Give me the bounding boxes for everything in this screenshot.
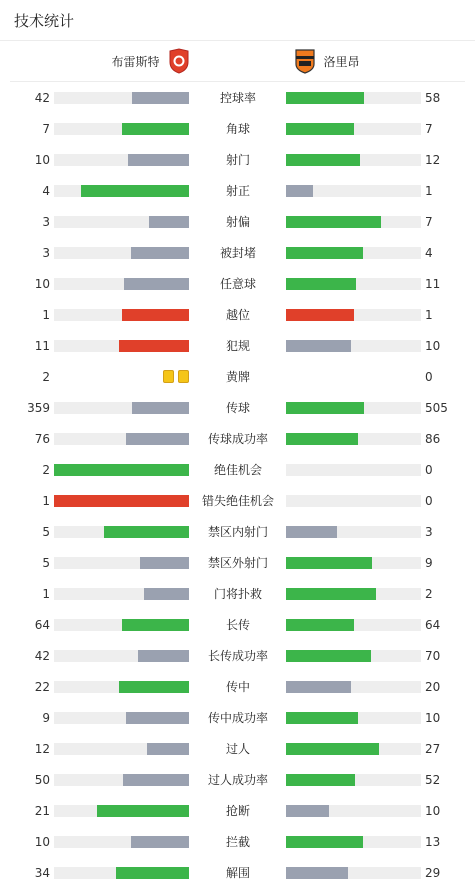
away-bar-track — [286, 185, 421, 197]
stat-row — [0, 703, 475, 734]
away-bar-fill — [286, 247, 363, 259]
home-bar-fill — [81, 185, 189, 197]
home-bar-track — [54, 402, 189, 414]
stat-label: 射偏 — [225, 215, 250, 229]
stat-label: 过人 — [225, 742, 250, 756]
stat-label: 越位 — [225, 308, 250, 322]
stat-label: 拦截 — [225, 835, 250, 849]
home-value: 4 — [42, 184, 50, 198]
home-value: 3 — [42, 215, 50, 229]
stat-row — [0, 517, 475, 548]
away-value: 4 — [425, 246, 433, 260]
away-team-crest-icon — [294, 48, 316, 74]
away-bar-fill — [286, 340, 351, 352]
home-bar-fill — [119, 340, 189, 352]
home-value: 359 — [27, 401, 50, 415]
home-bar-fill — [132, 402, 189, 414]
home-bar-fill — [54, 495, 189, 507]
away-team-name: 洛里昂 — [323, 54, 360, 69]
home-bar-track — [54, 185, 189, 197]
stat-label: 任意球 — [219, 277, 256, 291]
away-value: 20 — [425, 680, 441, 694]
away-bar-track — [286, 154, 421, 166]
home-value: 1 — [42, 587, 50, 601]
stat-label: 控球率 — [219, 91, 256, 105]
home-bar-track — [54, 433, 189, 445]
home-value: 50 — [34, 773, 50, 787]
away-value: 12 — [425, 153, 441, 167]
away-bar-track — [286, 278, 421, 290]
home-value: 64 — [34, 618, 50, 632]
stat-row — [0, 548, 475, 579]
home-bar-fill — [128, 154, 189, 166]
away-bar-track — [286, 526, 421, 538]
stat-label: 角球 — [225, 122, 250, 136]
away-bar-track — [286, 433, 421, 445]
stat-row — [0, 269, 475, 300]
away-bar-track — [286, 557, 421, 569]
home-value: 10 — [34, 153, 50, 167]
page-header — [0, 0, 475, 41]
home-team[interactable] — [111, 41, 189, 81]
away-bar-track — [286, 216, 421, 228]
home-bar-fill — [131, 247, 189, 259]
stat-row — [0, 331, 475, 362]
away-bar-track — [286, 92, 421, 104]
stat-row — [0, 362, 475, 393]
away-value: 505 — [425, 401, 448, 415]
stat-label: 传球 — [225, 401, 250, 415]
away-bar-fill — [286, 216, 381, 228]
yellow-card-icon — [178, 370, 189, 383]
home-bar-fill — [147, 743, 189, 755]
home-value: 42 — [34, 649, 50, 663]
home-value: 11 — [34, 339, 50, 353]
stat-label: 长传成功率 — [207, 649, 268, 663]
yellow-card-icon — [163, 370, 174, 383]
stat-row — [0, 300, 475, 331]
stat-label: 过人成功率 — [207, 773, 268, 787]
home-bar-track — [54, 557, 189, 569]
away-value: 7 — [425, 215, 433, 229]
away-bar-fill — [286, 557, 372, 569]
away-bar-fill — [286, 619, 354, 631]
away-bar-track — [286, 836, 421, 848]
stat-row — [0, 207, 475, 238]
stat-label: 错失绝佳机会 — [201, 494, 274, 508]
home-value: 1 — [42, 308, 50, 322]
stat-label: 传球成功率 — [207, 432, 268, 446]
away-value: 3 — [425, 525, 433, 539]
away-bar-fill — [286, 154, 360, 166]
home-bar-fill — [144, 588, 189, 600]
stat-row — [0, 672, 475, 703]
stat-label: 射正 — [225, 184, 250, 198]
away-bar-fill — [286, 805, 329, 817]
home-value: 10 — [34, 835, 50, 849]
away-bar-fill — [286, 743, 379, 755]
away-value: 52 — [425, 773, 441, 787]
away-value: 27 — [425, 742, 441, 756]
away-value: 10 — [425, 711, 441, 725]
stat-label: 抢断 — [225, 804, 250, 818]
home-bar-fill — [126, 433, 189, 445]
home-bar-track — [54, 247, 189, 259]
home-bar-fill — [54, 464, 189, 476]
stat-label: 犯规 — [225, 339, 250, 353]
stat-row — [0, 114, 475, 145]
home-bar-track — [54, 154, 189, 166]
away-bar-fill — [286, 92, 364, 104]
away-value: 1 — [425, 308, 433, 322]
home-bar-fill — [124, 278, 189, 290]
stat-row — [0, 455, 475, 486]
home-bar-fill — [119, 681, 189, 693]
away-bar-fill — [286, 185, 313, 197]
yellow-cards — [163, 370, 189, 384]
home-value: 2 — [42, 370, 50, 384]
away-value: 13 — [425, 835, 441, 849]
home-bar-track — [54, 464, 189, 476]
away-bar-track — [286, 588, 421, 600]
stat-row — [0, 641, 475, 672]
home-bar-track — [54, 123, 189, 135]
away-bar-fill — [286, 278, 356, 290]
away-value: 64 — [425, 618, 441, 632]
home-bar-fill — [116, 867, 189, 879]
home-value: 9 — [42, 711, 50, 725]
away-bar-track — [286, 402, 421, 414]
stat-label: 门将扑救 — [213, 587, 262, 601]
away-value: 11 — [425, 277, 441, 291]
stat-row — [0, 238, 475, 269]
home-bar-fill — [149, 216, 190, 228]
away-bar-track — [286, 805, 421, 817]
away-value: 10 — [425, 804, 441, 818]
away-team[interactable] — [294, 41, 360, 81]
home-value: 22 — [34, 680, 50, 694]
stat-row — [0, 579, 475, 610]
home-bar-fill — [104, 526, 189, 538]
away-bar-fill — [286, 402, 364, 414]
away-value: 86 — [425, 432, 441, 446]
stat-row — [0, 858, 475, 889]
away-value: 7 — [425, 122, 433, 136]
stat-label: 禁区外射门 — [207, 556, 268, 570]
home-value: 7 — [42, 122, 50, 136]
away-bar-track — [286, 619, 421, 631]
stat-label: 射门 — [225, 153, 250, 167]
stat-label: 禁区内射门 — [207, 525, 268, 539]
away-bar-track — [286, 650, 421, 662]
home-bar-track — [54, 495, 189, 507]
away-bar-fill — [286, 433, 358, 445]
stat-label: 传中 — [225, 680, 250, 694]
stat-label: 传中成功率 — [207, 711, 268, 725]
home-value: 34 — [34, 866, 50, 880]
home-bar-track — [54, 309, 189, 321]
home-bar-fill — [131, 836, 189, 848]
home-value: 2 — [42, 463, 50, 477]
away-bar-fill — [286, 681, 351, 693]
stat-row — [0, 424, 475, 455]
away-bar-track — [286, 309, 421, 321]
home-bar-track — [54, 743, 189, 755]
home-value: 1 — [42, 494, 50, 508]
home-bar-track — [54, 681, 189, 693]
home-value: 12 — [34, 742, 50, 756]
home-value: 5 — [42, 525, 50, 539]
away-bar-track — [286, 681, 421, 693]
away-bar-track — [286, 123, 421, 135]
home-value: 5 — [42, 556, 50, 570]
home-bar-track — [54, 774, 189, 786]
home-bar-track — [54, 805, 189, 817]
stat-row — [0, 393, 475, 424]
away-value: 10 — [425, 339, 441, 353]
away-value: 1 — [425, 184, 433, 198]
away-bar-track — [286, 464, 421, 476]
away-bar-fill — [286, 309, 354, 321]
away-bar-fill — [286, 774, 355, 786]
away-bar-track — [286, 867, 421, 879]
away-bar-fill — [286, 650, 371, 662]
stat-row — [0, 176, 475, 207]
away-bar-track — [286, 774, 421, 786]
home-bar-track — [54, 836, 189, 848]
away-bar-fill — [286, 712, 358, 724]
home-bar-track — [54, 650, 189, 662]
stat-row — [0, 765, 475, 796]
stat-label: 被封堵 — [219, 246, 256, 260]
home-bar-fill — [97, 805, 189, 817]
home-bar-fill — [140, 557, 189, 569]
home-bar-fill — [122, 309, 190, 321]
home-bar-fill — [138, 650, 189, 662]
home-bar-fill — [122, 123, 190, 135]
home-value: 42 — [34, 91, 50, 105]
away-bar-fill — [286, 836, 363, 848]
home-value: 10 — [34, 277, 50, 291]
home-bar-fill — [132, 92, 189, 104]
away-bar-fill — [286, 588, 376, 600]
away-value: 0 — [425, 494, 433, 508]
home-bar-track — [54, 526, 189, 538]
away-value: 9 — [425, 556, 433, 570]
home-bar-track — [54, 278, 189, 290]
away-value: 70 — [425, 649, 441, 663]
stat-label: 绝佳机会 — [213, 463, 262, 477]
stat-label: 解围 — [225, 866, 250, 880]
home-bar-track — [54, 619, 189, 631]
home-bar-track — [54, 867, 189, 879]
stat-row — [0, 796, 475, 827]
stat-label: 长传 — [225, 618, 250, 632]
teams-row — [10, 41, 465, 82]
away-bar-track — [286, 495, 421, 507]
away-bar-track — [286, 340, 421, 352]
home-team-name: 布雷斯特 — [111, 54, 160, 69]
stat-row — [0, 827, 475, 858]
home-bar-fill — [123, 774, 189, 786]
home-bar-track — [54, 92, 189, 104]
home-bar-track — [54, 340, 189, 352]
away-bar-track — [286, 712, 421, 724]
away-bar-fill — [286, 526, 337, 538]
away-value: 58 — [425, 91, 441, 105]
away-value: 2 — [425, 587, 433, 601]
page-title: 技术统计 — [14, 11, 75, 30]
away-bar-fill — [286, 867, 348, 879]
home-value: 21 — [34, 804, 50, 818]
home-bar-track — [54, 588, 189, 600]
stat-row — [0, 145, 475, 176]
away-value: 0 — [425, 463, 433, 477]
away-value: 29 — [425, 866, 441, 880]
away-bar-fill — [286, 123, 354, 135]
stat-row — [0, 83, 475, 114]
home-team-crest-icon — [168, 48, 190, 74]
away-bar-track — [286, 247, 421, 259]
stat-row — [0, 734, 475, 765]
home-bar-fill — [126, 712, 189, 724]
away-bar-track — [286, 743, 421, 755]
home-bar-track — [54, 712, 189, 724]
stat-row — [0, 610, 475, 641]
home-value: 3 — [42, 246, 50, 260]
away-value: 0 — [425, 370, 433, 384]
home-value: 76 — [34, 432, 50, 446]
stat-row — [0, 486, 475, 517]
stat-label: 黄牌 — [225, 370, 250, 384]
home-bar-track — [54, 216, 189, 228]
home-bar-fill — [122, 619, 190, 631]
